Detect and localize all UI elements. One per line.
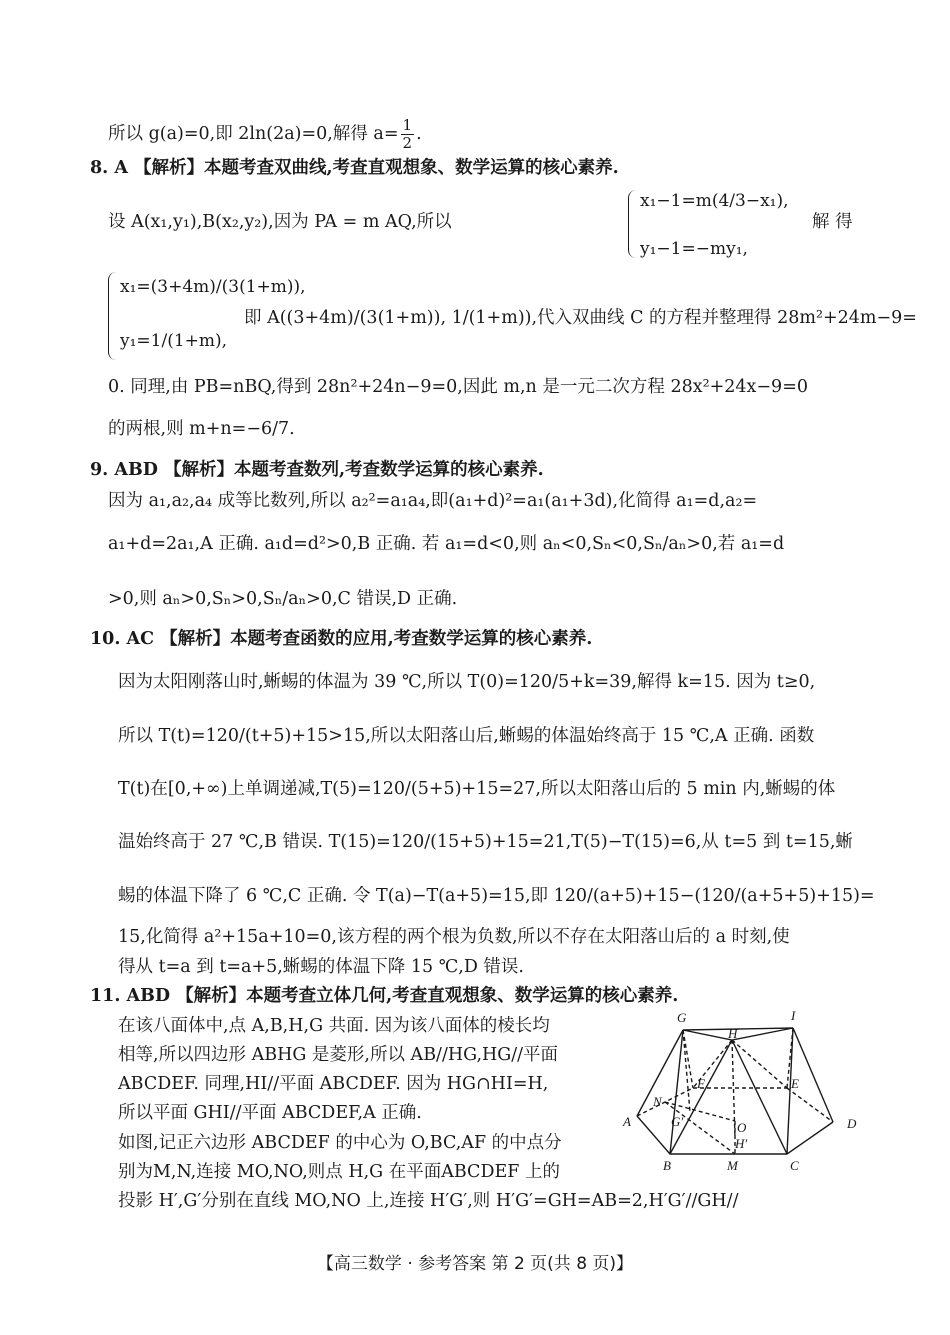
problem-10-line-5: 蜴的体温下降了 6 ℃,C 正确. 令 T(a)−T(a+5)=15,即 120/(a+5)+15−(120/(a+5+5)+15)=	[118, 886, 875, 906]
problem-9-line-3: >0,则 aₙ>0,Sₙ>0,Sₙ/aₙ>0,C 错误,D 正确.	[108, 589, 458, 609]
problem-8-line-1: 设 A(x₁,y₁),B(x₂,y₂),因为 PA = m AQ,所以	[108, 212, 452, 232]
problem-11-line-3: ABCDEF. 同理,HI//平面 ABCDEF. 因为 HG∩HI=H,	[118, 1074, 549, 1094]
problem-8-line-2: 即 A((3+4m)/(3(1+m)), 1/(1+m)),代入双曲线 C 的方程并整理得 28m²+24m−9=	[244, 308, 917, 328]
problem-8-line-3: 0. 同理,由 PB=nBQ,得到 28n²+24n−9=0,因此 m,n 是一元二次方程 28x²+24x−9=0	[108, 377, 808, 397]
label-H: H	[728, 1026, 738, 1041]
problem-11-line-5: 如图,记正六边形 ABCDEF 的中心为 O,BC,AF 的中点分	[118, 1133, 562, 1153]
label-D: D	[847, 1116, 857, 1131]
label-I: I	[791, 1008, 796, 1023]
page-footer: 【高三数学 · 参考答案 第 2 页(共 8 页)】	[316, 1254, 634, 1274]
label-F: F	[697, 1076, 705, 1091]
label-C: C	[790, 1158, 799, 1173]
system-2-eq-a: x₁=(3+4m)/(3(1+m)),	[120, 277, 306, 297]
label-H-prime: H′	[735, 1136, 748, 1151]
problem-11-heading: 11. ABD 【解析】本题考查立体几何,考查直观想象、数学运算的核心素养.	[90, 986, 679, 1006]
problem-10-line-6: 15,化简得 a²+15a+10=0,该方程的两个根为负数,所以不存在太阳落山后的 a 时刻,使	[118, 927, 790, 947]
line-0-text: 所以 g(a)=0,即 2ln(2a)=0,解得 a=	[108, 124, 399, 144]
octahedron-figure	[615, 1008, 870, 1178]
problem-9-heading: 9. ABD 【解析】本题考查数列,考查数学运算的核心素养.	[90, 460, 544, 480]
solve-word: 解 得	[812, 212, 853, 232]
fraction-one-half: $\frac{1}{2}$	[402, 116, 413, 152]
problem-10-line-2: 所以 T(t)=120/(t+5)+15>15,所以太阳落山后,蜥蜴的体温始终高于 15 ℃,A 正确. 函数	[118, 726, 815, 746]
label-B: B	[663, 1158, 671, 1173]
problem-11-line-1: 在该八面体中,点 A,B,H,G 共面. 因为该八面体的棱长均	[118, 1016, 550, 1036]
label-E: E	[791, 1076, 799, 1091]
problem-11-line-4: 所以平面 GHI//平面 ABCDEF,A 正确.	[118, 1103, 422, 1123]
label-O: O	[737, 1120, 747, 1135]
label-M: M	[727, 1158, 738, 1173]
label-G: G	[677, 1010, 687, 1025]
problem-11-line-2: 相等,所以四边形 ABHG 是菱形,所以 AB//HG,HG//平面	[118, 1045, 559, 1065]
system-2-eq-b: y₁=1/(1+m),	[120, 331, 228, 351]
problem-10-line-4: 温始终高于 27 ℃,B 错误. T(15)=120/(15+5)+15=21,T(5)−T(15)=6,从 t=5 到 t=15,蜥	[118, 832, 853, 852]
label-A: A	[623, 1114, 631, 1129]
problem-10-line-1: 因为太阳刚落山时,蜥蜴的体温为 39 ℃,所以 T(0)=120/5+k=39,解得 k=15. 因为 t≥0,	[118, 672, 816, 692]
system-brace-1	[628, 190, 637, 258]
problem-9-line-2: a₁+d=2a₁,A 正确. a₁d=d²>0,B 正确. 若 a₁=d<0,则 aₙ<0,Sₙ<0,Sₙ/aₙ>0,若 a₁=d	[108, 534, 785, 554]
problem-8-heading: 8. A 【解析】本题考查双曲线,考查直观想象、数学运算的核心素养.	[90, 158, 619, 178]
text-line-0: 所以 g(a)=0,即 2ln(2a)=0,解得 a= $\frac{1}{2}$ .	[108, 116, 422, 152]
problem-11-line-6: 别为M,N,连接 MO,NO,则点 H,G 在平面ABCDEF 上的	[118, 1162, 560, 1182]
problem-10-heading: 10. AC 【解析】本题考查函数的应用,考查数学运算的核心素养.	[90, 629, 593, 649]
label-G-prime: G′	[671, 1114, 684, 1129]
system-1-eq-a: x₁−1=m(4/3−x₁),	[640, 191, 789, 211]
problem-9-line-1: 因为 a₁,a₂,a₄ 成等比数列,所以 a₂²=a₁a₄,即(a₁+d)²=a₁(a₁+3d),化简得 a₁=d,a₂=	[108, 491, 758, 511]
problem-10-line-3: T(t)在[0,+∞)上单调递减,T(5)=120/(5+5)+15=27,所以太阳落山后的 5 min 内,蜥蜴的体	[118, 779, 836, 799]
system-1-eq-b: y₁−1=−my₁,	[640, 239, 748, 259]
problem-8-line-4: 的两根,则 m+n=−6/7.	[108, 419, 295, 439]
system-brace-2	[108, 272, 117, 360]
problem-11-line-7: 投影 H′,G′分别在直线 MO,NO 上,连接 H′G′,则 H′G′=GH=AB=2,H′G′//GH//	[118, 1191, 739, 1211]
problem-10-line-7: 得从 t=a 到 t=a+5,蜥蜴的体温下降 15 ℃,D 错误.	[118, 957, 524, 977]
label-N: N	[653, 1094, 662, 1109]
